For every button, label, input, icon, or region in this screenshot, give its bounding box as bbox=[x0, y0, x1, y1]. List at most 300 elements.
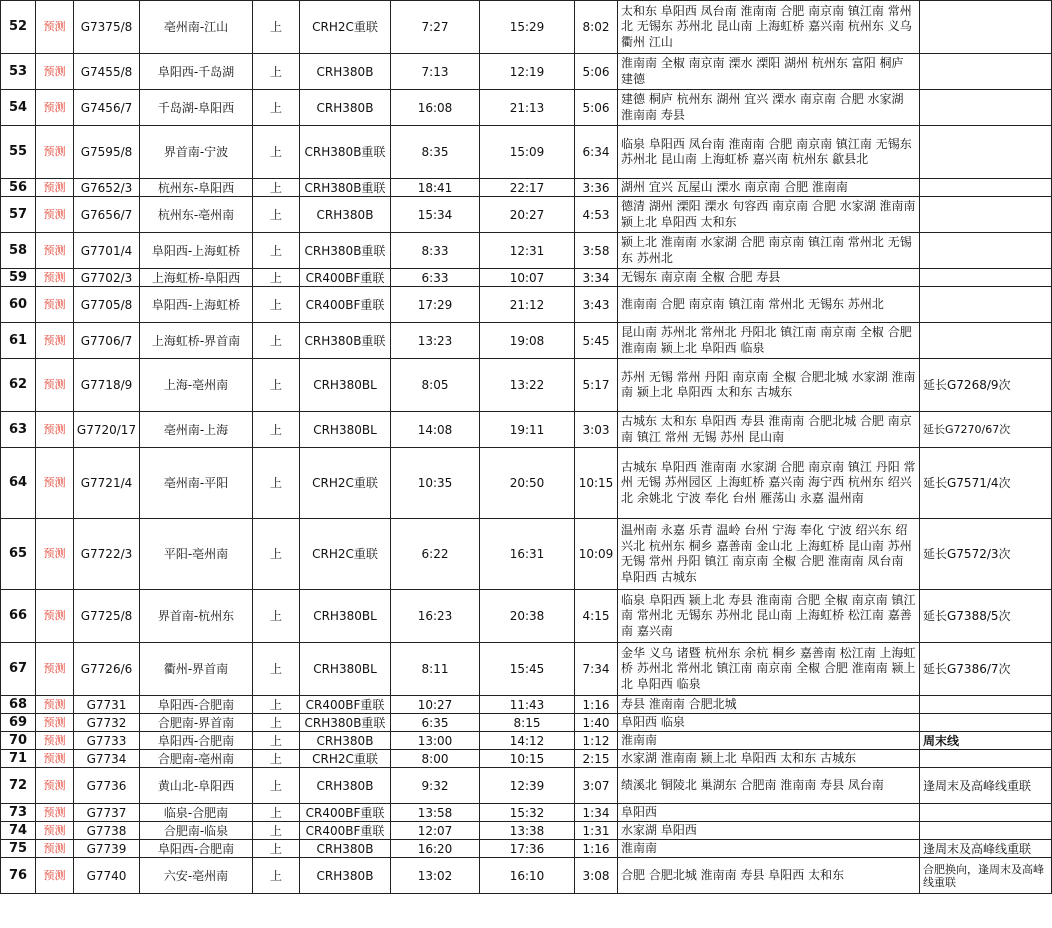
arrival-time-cell: 21:12 bbox=[480, 287, 575, 323]
direction-cell: 上 bbox=[253, 323, 300, 359]
train-number-cell: G7702/3 bbox=[74, 269, 140, 287]
direction-cell: 上 bbox=[253, 822, 300, 840]
table-row bbox=[1, 448, 1052, 519]
arrival-time-cell: 20:38 bbox=[480, 590, 575, 643]
route-cell: 合肥南-界首南 bbox=[140, 714, 253, 732]
duration-cell: 1:16 bbox=[575, 696, 618, 714]
duration-cell: 4:53 bbox=[575, 197, 618, 233]
forecast-tag-cell: 预测 bbox=[36, 197, 74, 233]
duration-cell: 3:43 bbox=[575, 287, 618, 323]
row-number-cell: 62 bbox=[1, 359, 36, 412]
direction-cell: 上 bbox=[253, 750, 300, 768]
note-cell bbox=[920, 269, 1052, 287]
forecast-tag-cell: 预测 bbox=[36, 858, 74, 894]
table-row bbox=[1, 323, 1052, 359]
departure-time-cell: 13:02 bbox=[391, 858, 480, 894]
train-type-cell: CRH380B重联 bbox=[300, 714, 391, 732]
duration-cell: 5:06 bbox=[575, 90, 618, 126]
departure-time-cell: 16:08 bbox=[391, 90, 480, 126]
table-row bbox=[1, 269, 1052, 287]
table-row bbox=[1, 90, 1052, 126]
row-number-cell: 70 bbox=[1, 732, 36, 750]
row-number-cell: 56 bbox=[1, 179, 36, 197]
forecast-tag-cell: 预测 bbox=[36, 714, 74, 732]
table-row bbox=[1, 858, 1052, 894]
departure-time-cell: 6:22 bbox=[391, 519, 480, 590]
train-type-cell: CR400BF重联 bbox=[300, 269, 391, 287]
duration-cell: 3:58 bbox=[575, 233, 618, 269]
note-cell: 合肥换向，逢周末及高峰线重联 bbox=[920, 858, 1052, 894]
forecast-tag-cell: 预测 bbox=[36, 1, 74, 54]
note-cell bbox=[920, 822, 1052, 840]
table-row bbox=[1, 519, 1052, 590]
stops-cell: 阜阳西 临泉 bbox=[618, 714, 920, 732]
direction-cell: 上 bbox=[253, 840, 300, 858]
direction-cell: 上 bbox=[253, 1, 300, 54]
row-number-cell: 68 bbox=[1, 696, 36, 714]
stops-cell: 温州南 永嘉 乐青 温岭 台州 宁海 奉化 宁波 绍兴东 绍兴北 杭州东 桐乡 嘉善南 金山北 上海虹桥 昆山南 苏州 无锡 常州 丹阳 镇江 南京南 全椒 合肥 淮南南 凤台南 阜阳西 古城东 bbox=[618, 519, 920, 590]
table-row bbox=[1, 804, 1052, 822]
train-type-cell: CRH380B bbox=[300, 768, 391, 804]
note-cell: 延长G7388/5次 bbox=[920, 590, 1052, 643]
duration-cell: 10:09 bbox=[575, 519, 618, 590]
train-number-cell: G7455/8 bbox=[74, 54, 140, 90]
forecast-tag-cell: 预测 bbox=[36, 126, 74, 179]
departure-time-cell: 13:23 bbox=[391, 323, 480, 359]
arrival-time-cell: 10:07 bbox=[480, 269, 575, 287]
departure-time-cell: 7:13 bbox=[391, 54, 480, 90]
direction-cell: 上 bbox=[253, 90, 300, 126]
train-type-cell: CRH380BL bbox=[300, 359, 391, 412]
duration-cell: 3:36 bbox=[575, 179, 618, 197]
note-cell: 周末线 bbox=[920, 732, 1052, 750]
duration-cell: 3:34 bbox=[575, 269, 618, 287]
duration-cell: 1:34 bbox=[575, 804, 618, 822]
train-type-cell: CRH380B bbox=[300, 54, 391, 90]
direction-cell: 上 bbox=[253, 359, 300, 412]
direction-cell: 上 bbox=[253, 714, 300, 732]
departure-time-cell: 8:11 bbox=[391, 643, 480, 696]
route-cell: 杭州东-亳州南 bbox=[140, 197, 253, 233]
train-number-cell: G7705/8 bbox=[74, 287, 140, 323]
route-cell: 上海-亳州南 bbox=[140, 359, 253, 412]
train-number-cell: G7737 bbox=[74, 804, 140, 822]
departure-time-cell: 17:29 bbox=[391, 287, 480, 323]
table-row bbox=[1, 696, 1052, 714]
duration-cell: 5:45 bbox=[575, 323, 618, 359]
direction-cell: 上 bbox=[253, 179, 300, 197]
departure-time-cell: 8:00 bbox=[391, 750, 480, 768]
duration-cell: 6:34 bbox=[575, 126, 618, 179]
direction-cell: 上 bbox=[253, 412, 300, 448]
train-type-cell: CRH380BL bbox=[300, 412, 391, 448]
direction-cell: 上 bbox=[253, 287, 300, 323]
note-cell: 延长G7268/9次 bbox=[920, 359, 1052, 412]
duration-cell: 5:17 bbox=[575, 359, 618, 412]
note-cell bbox=[920, 696, 1052, 714]
duration-cell: 10:15 bbox=[575, 448, 618, 519]
train-type-cell: CRH380B重联 bbox=[300, 323, 391, 359]
table-row bbox=[1, 126, 1052, 179]
row-number-cell: 61 bbox=[1, 323, 36, 359]
direction-cell: 上 bbox=[253, 732, 300, 750]
departure-time-cell: 8:05 bbox=[391, 359, 480, 412]
note-cell bbox=[920, 1, 1052, 54]
arrival-time-cell: 13:22 bbox=[480, 359, 575, 412]
stops-cell: 临泉 阜阳西 凤台南 淮南南 合肥 南京南 镇江南 无锡东 苏州北 昆山南 上海虹桥 嘉兴南 杭州东 歙县北 bbox=[618, 126, 920, 179]
stops-cell: 古城东 阜阳西 淮南南 水家湖 合肥 南京南 镇江 丹阳 常州 无锡 苏州园区 上海虹桥 嘉兴南 海宁西 杭州东 绍兴北 余姚北 宁波 奉化 台州 雁荡山 永嘉 温州南 bbox=[618, 448, 920, 519]
forecast-tag-cell: 预测 bbox=[36, 696, 74, 714]
note-cell bbox=[920, 197, 1052, 233]
train-number-cell: G7656/7 bbox=[74, 197, 140, 233]
stops-cell: 颍上北 淮南南 水家湖 合肥 南京南 镇江南 常州北 无锡东 苏州北 bbox=[618, 233, 920, 269]
duration-cell: 2:15 bbox=[575, 750, 618, 768]
direction-cell: 上 bbox=[253, 696, 300, 714]
train-number-cell: G7726/6 bbox=[74, 643, 140, 696]
row-number-cell: 69 bbox=[1, 714, 36, 732]
train-number-cell: G7718/9 bbox=[74, 359, 140, 412]
note-cell bbox=[920, 233, 1052, 269]
stops-cell: 淮南南 合肥 南京南 镇江南 常州北 无锡东 苏州北 bbox=[618, 287, 920, 323]
stops-cell: 淮南南 bbox=[618, 840, 920, 858]
note-cell bbox=[920, 323, 1052, 359]
forecast-tag-cell: 预测 bbox=[36, 643, 74, 696]
route-cell: 平阳-亳州南 bbox=[140, 519, 253, 590]
note-cell bbox=[920, 179, 1052, 197]
table-row bbox=[1, 750, 1052, 768]
duration-cell: 1:40 bbox=[575, 714, 618, 732]
train-number-cell: G7375/8 bbox=[74, 1, 140, 54]
departure-time-cell: 14:08 bbox=[391, 412, 480, 448]
train-number-cell: G7736 bbox=[74, 768, 140, 804]
duration-cell: 1:12 bbox=[575, 732, 618, 750]
departure-time-cell: 12:07 bbox=[391, 822, 480, 840]
train-type-cell: CRH380BL bbox=[300, 590, 391, 643]
table-row bbox=[1, 822, 1052, 840]
stops-cell: 临泉 阜阳西 颍上北 寿县 淮南南 合肥 全椒 南京南 镇江南 常州北 无锡东 苏州北 昆山南 上海虹桥 松江南 嘉善南 嘉兴南 bbox=[618, 590, 920, 643]
stops-cell: 苏州 无锡 常州 丹阳 南京南 全椒 合肥北城 水家湖 淮南南 颍上北 阜阳西 太和东 古城东 bbox=[618, 359, 920, 412]
row-number-cell: 76 bbox=[1, 858, 36, 894]
note-cell: 延长G7572/3次 bbox=[920, 519, 1052, 590]
train-type-cell: CRH380BL bbox=[300, 643, 391, 696]
train-type-cell: CRH380B bbox=[300, 197, 391, 233]
train-type-cell: CRH380B bbox=[300, 840, 391, 858]
route-cell: 阜阳西-合肥南 bbox=[140, 840, 253, 858]
departure-time-cell: 6:35 bbox=[391, 714, 480, 732]
forecast-tag-cell: 预测 bbox=[36, 233, 74, 269]
train-type-cell: CRH380B重联 bbox=[300, 233, 391, 269]
forecast-tag-cell: 预测 bbox=[36, 323, 74, 359]
departure-time-cell: 9:32 bbox=[391, 768, 480, 804]
direction-cell: 上 bbox=[253, 643, 300, 696]
train-number-cell: G7720/17 bbox=[74, 412, 140, 448]
row-number-cell: 54 bbox=[1, 90, 36, 126]
forecast-tag-cell: 预测 bbox=[36, 519, 74, 590]
forecast-tag-cell: 预测 bbox=[36, 54, 74, 90]
train-type-cell: CRH2C重联 bbox=[300, 1, 391, 54]
stops-cell: 阜阳西 bbox=[618, 804, 920, 822]
train-number-cell: G7734 bbox=[74, 750, 140, 768]
table-row bbox=[1, 768, 1052, 804]
duration-cell: 3:07 bbox=[575, 768, 618, 804]
note-cell bbox=[920, 90, 1052, 126]
arrival-time-cell: 12:39 bbox=[480, 768, 575, 804]
arrival-time-cell: 8:15 bbox=[480, 714, 575, 732]
stops-cell: 太和东 阜阳西 凤台南 淮南南 合肥 南京南 镇江南 常州北 无锡东 苏州北 昆山南 上海虹桥 嘉兴南 杭州东 义乌 衢州 江山 bbox=[618, 1, 920, 54]
table-row bbox=[1, 412, 1052, 448]
train-number-cell: G7721/4 bbox=[74, 448, 140, 519]
route-cell: 衢州-界首南 bbox=[140, 643, 253, 696]
direction-cell: 上 bbox=[253, 233, 300, 269]
row-number-cell: 72 bbox=[1, 768, 36, 804]
train-number-cell: G7733 bbox=[74, 732, 140, 750]
forecast-tag-cell: 预测 bbox=[36, 269, 74, 287]
train-type-cell: CR400BF重联 bbox=[300, 287, 391, 323]
route-cell: 阜阳西-千岛湖 bbox=[140, 54, 253, 90]
route-cell: 黄山北-阜阳西 bbox=[140, 768, 253, 804]
row-number-cell: 55 bbox=[1, 126, 36, 179]
table-row bbox=[1, 197, 1052, 233]
route-cell: 杭州东-阜阳西 bbox=[140, 179, 253, 197]
arrival-time-cell: 10:15 bbox=[480, 750, 575, 768]
table-row bbox=[1, 590, 1052, 643]
train-type-cell: CR400BF重联 bbox=[300, 822, 391, 840]
forecast-tag-cell: 预测 bbox=[36, 287, 74, 323]
stops-cell: 湖州 宜兴 瓦屋山 溧水 南京南 合肥 淮南南 bbox=[618, 179, 920, 197]
note-cell: 延长G7386/7次 bbox=[920, 643, 1052, 696]
arrival-time-cell: 15:32 bbox=[480, 804, 575, 822]
route-cell: 合肥南-亳州南 bbox=[140, 750, 253, 768]
stops-cell: 古城东 太和东 阜阳西 寿县 淮南南 合肥北城 合肥 南京南 镇江 常州 无锡 苏州 昆山南 bbox=[618, 412, 920, 448]
stops-cell: 淮南南 全椒 南京南 溧水 溧阳 湖州 杭州东 富阳 桐庐 建德 bbox=[618, 54, 920, 90]
route-cell: 界首南-宁波 bbox=[140, 126, 253, 179]
row-number-cell: 52 bbox=[1, 1, 36, 54]
duration-cell: 1:16 bbox=[575, 840, 618, 858]
table-row bbox=[1, 359, 1052, 412]
train-type-cell: CR400BF重联 bbox=[300, 804, 391, 822]
table-row bbox=[1, 233, 1052, 269]
row-number-cell: 59 bbox=[1, 269, 36, 287]
row-number-cell: 53 bbox=[1, 54, 36, 90]
stops-cell: 寿县 淮南南 合肥北城 bbox=[618, 696, 920, 714]
route-cell: 阜阳西-合肥南 bbox=[140, 696, 253, 714]
route-cell: 合肥南-临泉 bbox=[140, 822, 253, 840]
stops-cell: 水家湖 阜阳西 bbox=[618, 822, 920, 840]
arrival-time-cell: 16:10 bbox=[480, 858, 575, 894]
train-type-cell: CRH2C重联 bbox=[300, 448, 391, 519]
train-number-cell: G7701/4 bbox=[74, 233, 140, 269]
table-row bbox=[1, 179, 1052, 197]
arrival-time-cell: 22:17 bbox=[480, 179, 575, 197]
forecast-tag-cell: 预测 bbox=[36, 732, 74, 750]
row-number-cell: 67 bbox=[1, 643, 36, 696]
table-row bbox=[1, 287, 1052, 323]
stops-cell: 绩溪北 铜陵北 巢湖东 合肥南 淮南南 寿县 凤台南 bbox=[618, 768, 920, 804]
route-cell: 阜阳西-合肥南 bbox=[140, 732, 253, 750]
arrival-time-cell: 12:31 bbox=[480, 233, 575, 269]
stops-cell: 建德 桐庐 杭州东 湖州 宜兴 溧水 南京南 合肥 水家湖 淮南南 寿县 bbox=[618, 90, 920, 126]
departure-time-cell: 13:00 bbox=[391, 732, 480, 750]
train-number-cell: G7456/7 bbox=[74, 90, 140, 126]
forecast-tag-cell: 预测 bbox=[36, 768, 74, 804]
arrival-time-cell: 15:45 bbox=[480, 643, 575, 696]
departure-time-cell: 6:33 bbox=[391, 269, 480, 287]
route-cell: 阜阳西-上海虹桥 bbox=[140, 287, 253, 323]
arrival-time-cell: 12:19 bbox=[480, 54, 575, 90]
forecast-tag-cell: 预测 bbox=[36, 448, 74, 519]
table-row bbox=[1, 840, 1052, 858]
train-number-cell: G7732 bbox=[74, 714, 140, 732]
row-number-cell: 58 bbox=[1, 233, 36, 269]
train-number-cell: G7738 bbox=[74, 822, 140, 840]
forecast-tag-cell: 预测 bbox=[36, 750, 74, 768]
train-type-cell: CRH380B bbox=[300, 90, 391, 126]
row-number-cell: 57 bbox=[1, 197, 36, 233]
table-row bbox=[1, 643, 1052, 696]
departure-time-cell: 8:33 bbox=[391, 233, 480, 269]
route-cell: 亳州南-平阳 bbox=[140, 448, 253, 519]
note-cell bbox=[920, 287, 1052, 323]
arrival-time-cell: 20:50 bbox=[480, 448, 575, 519]
route-cell: 亳州南-江山 bbox=[140, 1, 253, 54]
timetable-body bbox=[1, 1, 1052, 894]
train-type-cell: CRH380B bbox=[300, 732, 391, 750]
row-number-cell: 71 bbox=[1, 750, 36, 768]
stops-cell: 水家湖 淮南南 颍上北 阜阳西 太和东 古城东 bbox=[618, 750, 920, 768]
stops-cell: 无锡东 南京南 全椒 合肥 寿县 bbox=[618, 269, 920, 287]
route-cell: 界首南-杭州东 bbox=[140, 590, 253, 643]
route-cell: 临泉-合肥南 bbox=[140, 804, 253, 822]
arrival-time-cell: 16:31 bbox=[480, 519, 575, 590]
arrival-time-cell: 17:36 bbox=[480, 840, 575, 858]
table-row bbox=[1, 54, 1052, 90]
note-cell: 逢周末及高峰线重联 bbox=[920, 768, 1052, 804]
forecast-tag-cell: 预测 bbox=[36, 179, 74, 197]
departure-time-cell: 8:35 bbox=[391, 126, 480, 179]
route-cell: 上海虹桥-阜阳西 bbox=[140, 269, 253, 287]
forecast-tag-cell: 预测 bbox=[36, 359, 74, 412]
duration-cell: 5:06 bbox=[575, 54, 618, 90]
train-type-cell: CR400BF重联 bbox=[300, 696, 391, 714]
note-cell bbox=[920, 126, 1052, 179]
departure-time-cell: 16:23 bbox=[391, 590, 480, 643]
note-cell bbox=[920, 54, 1052, 90]
row-number-cell: 66 bbox=[1, 590, 36, 643]
train-type-cell: CRH2C重联 bbox=[300, 750, 391, 768]
duration-cell: 3:03 bbox=[575, 412, 618, 448]
stops-cell: 昆山南 苏州北 常州北 丹阳北 镇江南 南京南 全椒 合肥 淮南南 颍上北 阜阳西 临泉 bbox=[618, 323, 920, 359]
route-cell: 阜阳西-上海虹桥 bbox=[140, 233, 253, 269]
duration-cell: 1:31 bbox=[575, 822, 618, 840]
table-row bbox=[1, 714, 1052, 732]
row-number-cell: 74 bbox=[1, 822, 36, 840]
stops-cell: 德清 湖州 溧阳 溧水 句容西 南京南 合肥 水家湖 淮南南 颍上北 阜阳西 太和东 bbox=[618, 197, 920, 233]
train-type-cell: CRH380B重联 bbox=[300, 126, 391, 179]
route-cell: 千岛湖-阜阳西 bbox=[140, 90, 253, 126]
departure-time-cell: 10:35 bbox=[391, 448, 480, 519]
direction-cell: 上 bbox=[253, 54, 300, 90]
arrival-time-cell: 15:29 bbox=[480, 1, 575, 54]
forecast-tag-cell: 预测 bbox=[36, 412, 74, 448]
direction-cell: 上 bbox=[253, 126, 300, 179]
arrival-time-cell: 14:12 bbox=[480, 732, 575, 750]
forecast-tag-cell: 预测 bbox=[36, 90, 74, 126]
departure-time-cell: 18:41 bbox=[391, 179, 480, 197]
arrival-time-cell: 13:38 bbox=[480, 822, 575, 840]
direction-cell: 上 bbox=[253, 269, 300, 287]
train-number-cell: G7731 bbox=[74, 696, 140, 714]
row-number-cell: 73 bbox=[1, 804, 36, 822]
duration-cell: 7:34 bbox=[575, 643, 618, 696]
arrival-time-cell: 11:43 bbox=[480, 696, 575, 714]
arrival-time-cell: 21:13 bbox=[480, 90, 575, 126]
train-number-cell: G7722/3 bbox=[74, 519, 140, 590]
departure-time-cell: 7:27 bbox=[391, 1, 480, 54]
train-type-cell: CRH2C重联 bbox=[300, 519, 391, 590]
train-type-cell: CRH380B重联 bbox=[300, 179, 391, 197]
row-number-cell: 60 bbox=[1, 287, 36, 323]
route-cell: 亳州南-上海 bbox=[140, 412, 253, 448]
stops-cell: 合肥 合肥北城 淮南南 寿县 阜阳西 太和东 bbox=[618, 858, 920, 894]
direction-cell: 上 bbox=[253, 590, 300, 643]
duration-cell: 4:15 bbox=[575, 590, 618, 643]
departure-time-cell: 13:58 bbox=[391, 804, 480, 822]
train-number-cell: G7725/8 bbox=[74, 590, 140, 643]
arrival-time-cell: 19:11 bbox=[480, 412, 575, 448]
train-number-cell: G7706/7 bbox=[74, 323, 140, 359]
note-cell bbox=[920, 714, 1052, 732]
forecast-tag-cell: 预测 bbox=[36, 822, 74, 840]
train-number-cell: G7740 bbox=[74, 858, 140, 894]
direction-cell: 上 bbox=[253, 519, 300, 590]
row-number-cell: 65 bbox=[1, 519, 36, 590]
row-number-cell: 63 bbox=[1, 412, 36, 448]
row-number-cell: 75 bbox=[1, 840, 36, 858]
direction-cell: 上 bbox=[253, 858, 300, 894]
note-cell: 延长G7270/67次 bbox=[920, 412, 1052, 448]
table-row bbox=[1, 732, 1052, 750]
direction-cell: 上 bbox=[253, 448, 300, 519]
table-row bbox=[1, 1, 1052, 54]
stops-cell: 淮南南 bbox=[618, 732, 920, 750]
arrival-time-cell: 15:09 bbox=[480, 126, 575, 179]
train-type-cell: CRH380B bbox=[300, 858, 391, 894]
note-cell: 逢周末及高峰线重联 bbox=[920, 840, 1052, 858]
forecast-tag-cell: 预测 bbox=[36, 804, 74, 822]
stops-cell: 金华 义乌 诸暨 杭州东 余杭 桐乡 嘉善南 松江南 上海虹桥 苏州北 常州北 镇江南 南京南 全椒 合肥 淮南南 颍上北 阜阳西 临泉 bbox=[618, 643, 920, 696]
arrival-time-cell: 20:27 bbox=[480, 197, 575, 233]
note-cell: 延长G7571/4次 bbox=[920, 448, 1052, 519]
forecast-tag-cell: 预测 bbox=[36, 590, 74, 643]
train-number-cell: G7739 bbox=[74, 840, 140, 858]
route-cell: 六安-亳州南 bbox=[140, 858, 253, 894]
duration-cell: 3:08 bbox=[575, 858, 618, 894]
arrival-time-cell: 19:08 bbox=[480, 323, 575, 359]
direction-cell: 上 bbox=[253, 197, 300, 233]
route-cell: 上海虹桥-界首南 bbox=[140, 323, 253, 359]
forecast-tag-cell: 预测 bbox=[36, 840, 74, 858]
departure-time-cell: 10:27 bbox=[391, 696, 480, 714]
train-number-cell: G7595/8 bbox=[74, 126, 140, 179]
departure-time-cell: 16:20 bbox=[391, 840, 480, 858]
direction-cell: 上 bbox=[253, 768, 300, 804]
departure-time-cell: 15:34 bbox=[391, 197, 480, 233]
train-number-cell: G7652/3 bbox=[74, 179, 140, 197]
duration-cell: 8:02 bbox=[575, 1, 618, 54]
note-cell bbox=[920, 750, 1052, 768]
note-cell bbox=[920, 804, 1052, 822]
direction-cell: 上 bbox=[253, 804, 300, 822]
